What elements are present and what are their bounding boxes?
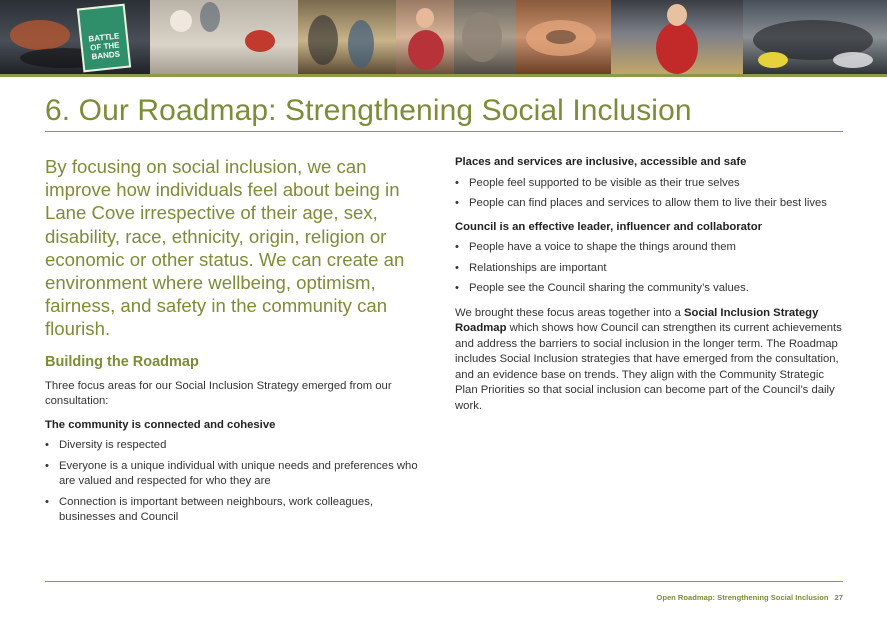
focus-area-1-list xyxy=(45,438,425,526)
list-item: • People have a voice to shape the things around them xyxy=(455,240,845,256)
lead-paragraph: By focusing on social inclusion, we can improve how individuals feel about being in Lane Cove irrespective of their age, sex, disability, race, ethnicity, origin, religion or economic or other status. We can create an environment where wellbeing, optimism, fairness, and safety in the community can flourish. xyxy=(45,156,405,340)
focus-area-3-list xyxy=(455,240,845,297)
list-item: • People feel supported to be visible as their true selves xyxy=(455,176,845,192)
list-item: • Connection is important between neighbours, work colleagues, businesses and Council xyxy=(45,495,425,526)
focus-area-2-list xyxy=(455,176,845,212)
title-divider xyxy=(45,131,843,132)
focus-area-1-heading: The community is connected and cohesive xyxy=(45,418,276,431)
list-item: • Relationships are important xyxy=(455,261,845,277)
crafts-photo xyxy=(454,0,516,74)
focus-area-2-heading: Places and services are inclusive, accessible and safe xyxy=(455,156,747,168)
summary-paragraph: We brought these focus areas together into a Social Inclusion Strategy Roadmap which shows how Council can strengthen its current achievements and address the barriers to social inclusion in the longer term. The Roadmap includes Social Inclusion strategies that have emerged from the consultation, and an evidence base on trends. They align with the Community Strategic Plan Priorities so that social inclusion can become part of the Council’s daily work. xyxy=(455,306,842,412)
list-item: • Everyone is a unique individual with unique needs and preferences who are valued and respected for who they are xyxy=(45,459,425,490)
skateboard-photo xyxy=(150,0,298,74)
dancer-photo xyxy=(611,0,743,74)
page-title: 6. Our Roadmap: Strengthening Social Inclusion xyxy=(45,94,692,127)
performer-photo xyxy=(396,0,454,74)
list-item: • People see the Council sharing the community’s values. xyxy=(455,281,845,297)
list-item: • People can find places and services to allow them to live their best lives xyxy=(455,196,845,212)
intro-paragraph: Three focus areas for our Social Inclusion Strategy emerged from our consultation: xyxy=(45,379,392,408)
header-photo-strip xyxy=(0,0,887,74)
footer-label: Open Roadmap: Strengthening Social Inclusion xyxy=(656,593,829,602)
list-item: • Diversity is respected xyxy=(45,438,425,454)
library-photo xyxy=(298,0,396,74)
right-column xyxy=(455,155,845,414)
battle-of-the-bands-poster: BATTLE OF THE BANDS xyxy=(77,4,131,73)
left-column xyxy=(45,155,425,526)
page-footer xyxy=(656,593,843,602)
band-stage-photo xyxy=(0,0,150,74)
building-roadmap-heading: Building the Roadmap xyxy=(45,353,199,370)
roadmap-name: Social Inclusion Strategy Roadmap xyxy=(455,306,819,334)
header-divider xyxy=(0,74,887,77)
group-photo xyxy=(743,0,887,74)
page-number: 27 xyxy=(834,593,843,602)
footer-divider xyxy=(45,581,843,582)
hands-photo xyxy=(516,0,611,74)
focus-area-3-heading: Council is an effective leader, influencer and collaborator xyxy=(455,220,762,233)
